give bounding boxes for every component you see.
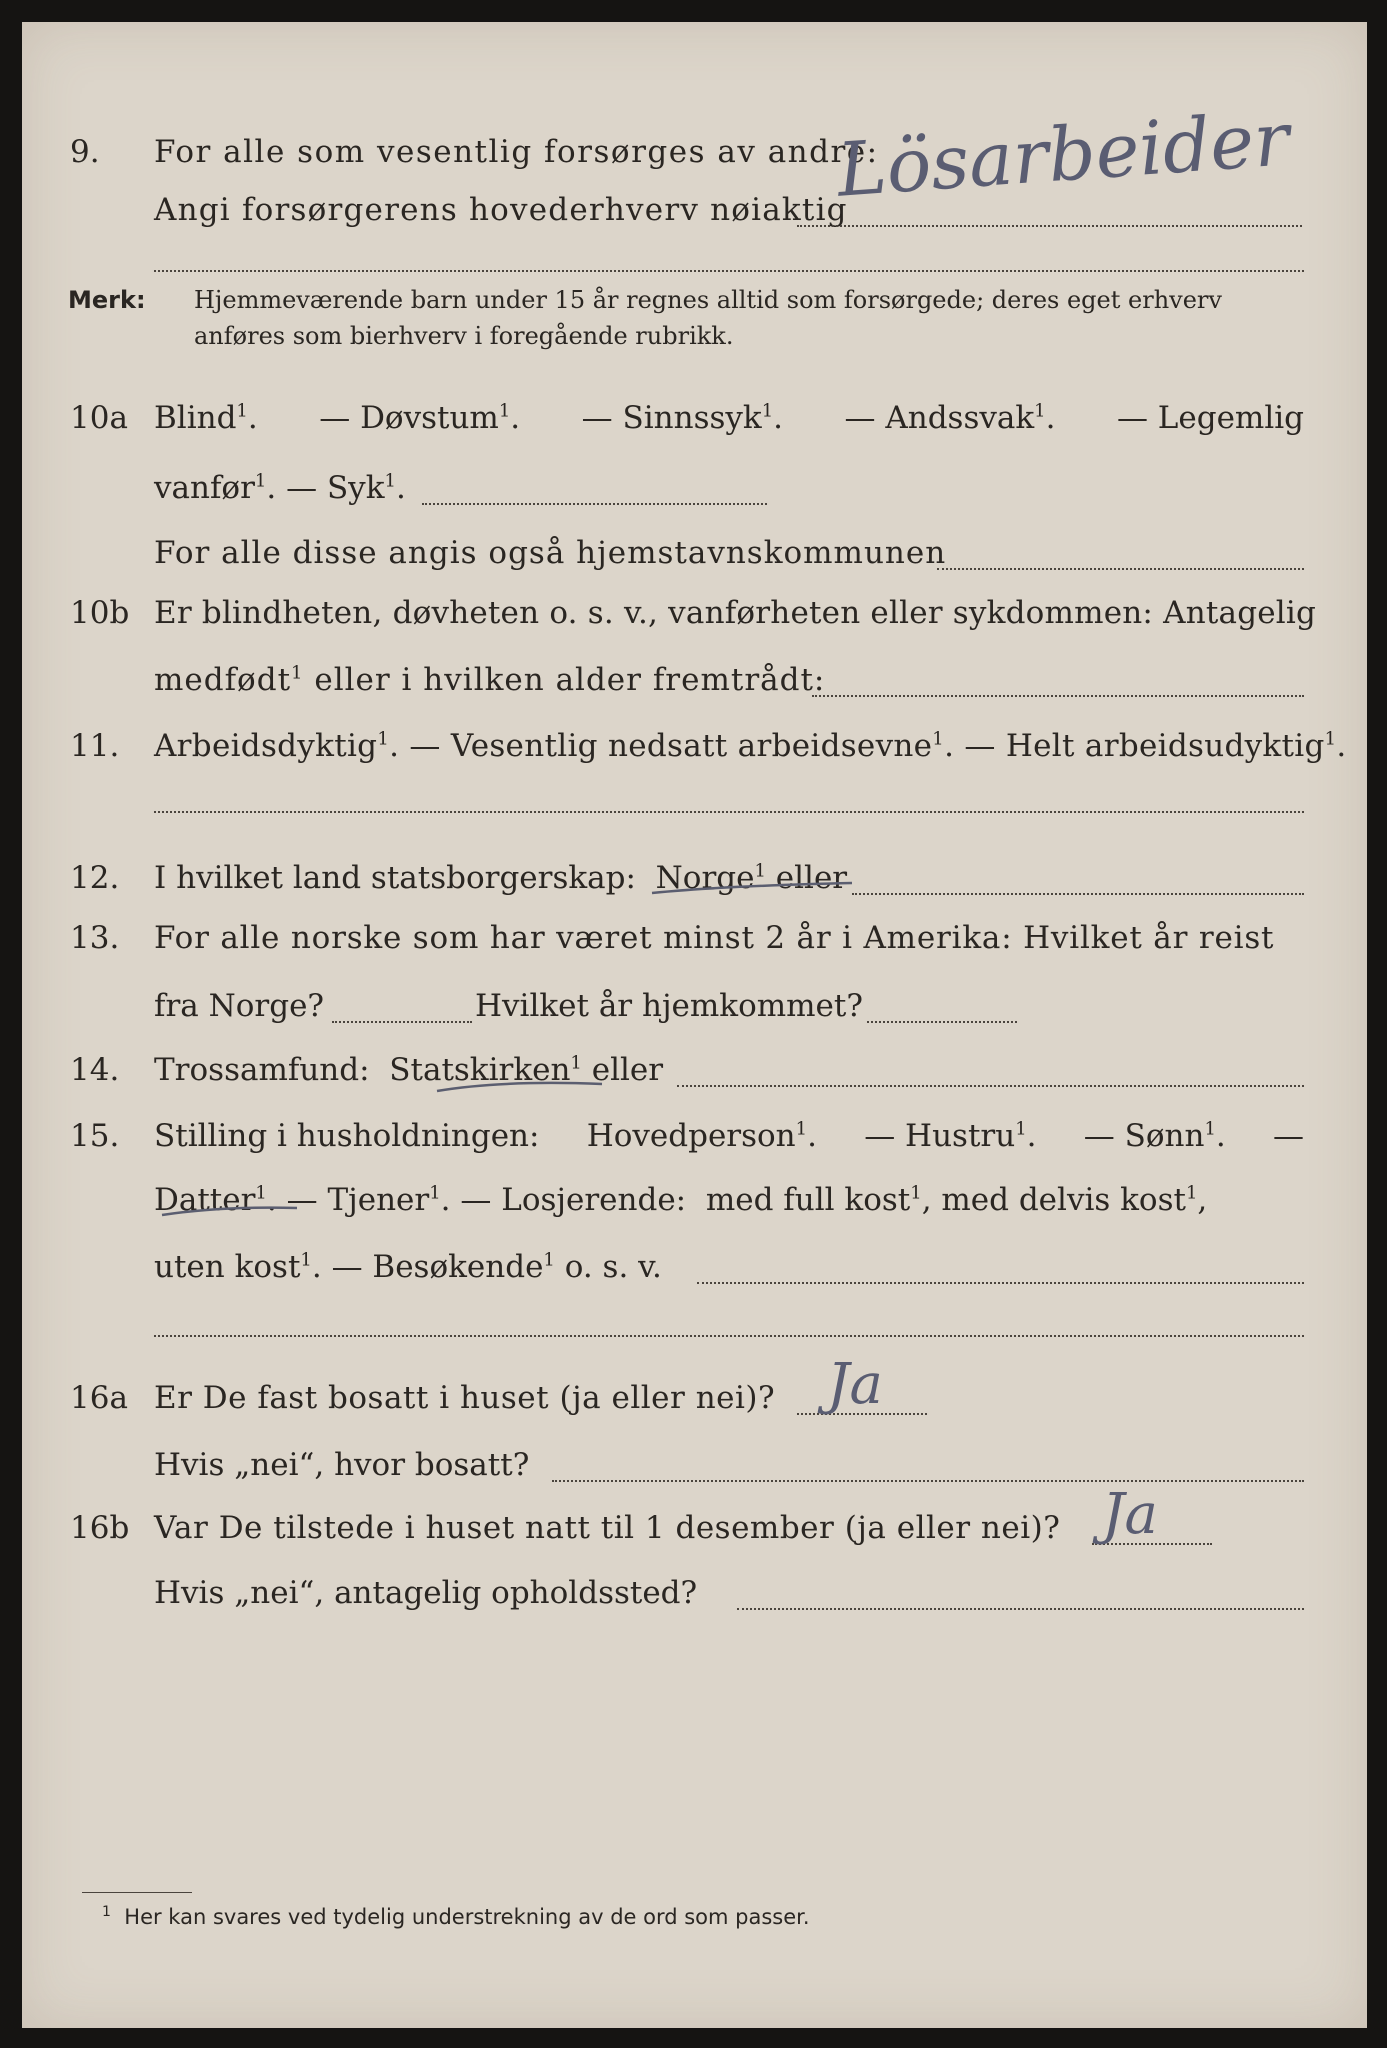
footnote-rule	[82, 1892, 192, 1893]
q16a-text-2: Hvis „nei“, hvor bosatt?	[154, 1447, 530, 1483]
q11-options: Arbeidsdyktig$^1$. — Vesentlig nedsatt arbeidsevne$^1$. — Helt arbeidsudyktig$^1$.	[154, 728, 1347, 764]
q13-number: 13.	[70, 920, 120, 956]
q10b-number: 10b	[70, 595, 130, 631]
q10a-number: 10a	[70, 400, 128, 436]
opt-syk: — Syk	[286, 470, 385, 506]
q15-options-3: uten kost$^1$. — Besøkende$^1$ o. s. v.	[154, 1249, 662, 1285]
census-form-page	[22, 22, 1367, 2028]
q10a-text-2: vanfør$^1$. — Syk$^1$.	[154, 470, 406, 506]
underline-statskirken	[437, 1083, 602, 1091]
q14-number: 14.	[70, 1052, 120, 1088]
underline-norge	[652, 883, 852, 893]
q16a-number: 16a	[70, 1380, 128, 1416]
opt-hovedperson: Hovedperson$^1$.	[586, 1118, 817, 1154]
q16a-handwritten-answer: Ja	[827, 1352, 883, 1417]
q13-text-2b: Hvilket år hjemkommet?	[475, 988, 863, 1024]
opt-blind: Blind$^1$.	[154, 400, 258, 436]
q16b-handwritten-answer: Ja	[1102, 1482, 1158, 1547]
q16b-text-2: Hvis „nei“, antagelig opholdssted?	[154, 1575, 698, 1611]
opt-statskirken: Statskirken	[389, 1052, 571, 1088]
footnote: $^1$ Her kan svares ved tydelig understrekning av de ord som passer.	[102, 1904, 810, 1929]
q14-text: Trossamfund: Statskirken$^1$ eller	[154, 1052, 664, 1088]
q12-number: 12.	[70, 860, 120, 896]
opt-datter: Datter	[154, 1182, 256, 1218]
merk-label: Merk:	[68, 286, 146, 314]
opt-norge: Norge	[655, 860, 755, 896]
merk-text: Hjemmeværende barn under 15 år regnes alltid som forsørgede; deres eget erhverv anføres som bierhverv i foregående rubrikk.	[194, 286, 1222, 350]
underline-datter	[162, 1208, 297, 1215]
opt-dovstum: — Døvstum$^1$.	[319, 400, 521, 436]
q10a-text-3: For alle disse angis også hjemstavnskommunen	[154, 535, 947, 571]
opt-legemlig: — Legemlig	[1116, 400, 1304, 436]
q11-number: 11.	[70, 728, 120, 764]
q16b-number: 16b	[70, 1510, 130, 1546]
q16b-text-1: Var De tilstede i huset natt til 1 desember (ja eller nei)?	[154, 1510, 1061, 1546]
q9-text-1: For alle som vesentlig forsørges av andre:	[154, 134, 879, 170]
opt-sinnssyk: — Sinnssyk$^1$.	[581, 400, 784, 436]
q15-options-1: Stilling i husholdningen: Hovedperson$^1$. — Hustru$^1$. — Sønn$^1$. —	[154, 1113, 1304, 1159]
q9-text-2: Angi forsørgerens hovederhverv nøiaktig	[154, 192, 848, 228]
opt-vanfor: vanfør	[154, 470, 255, 506]
q15-number: 15.	[70, 1118, 120, 1154]
q16a-text-1: Er De fast bosatt i huset (ja eller nei)?	[154, 1380, 776, 1416]
q15-options-2: Datter$^1$. — Tjener$^1$. — Losjerende: med full kost$^1$, med delvis kost$^1$,	[154, 1182, 1208, 1218]
q10b-text-1: Er blindheten, døvheten o. s. v., vanførheten eller sykdommen: Antagelig	[154, 595, 1317, 631]
q9-handwritten-answer: Lösarbeider	[834, 96, 1292, 214]
q13-text-1: For alle norske som har været minst 2 år i Amerika: Hvilket år reist	[154, 920, 1275, 956]
q10b-text-2: medfødt$^1$ eller i hvilken alder fremtrådt:	[154, 662, 826, 698]
opt-sonn: — Sønn$^1$.	[1083, 1118, 1226, 1154]
q13-text-2a: fra Norge?	[154, 988, 325, 1024]
q9-number: 9.	[70, 134, 100, 170]
opt-hustru: — Hustru$^1$.	[864, 1118, 1037, 1154]
opt-andssvak: — Andssvak$^1$.	[844, 400, 1056, 436]
q12-text: I hvilket land statsborgerskap: Norge$^1$ eller	[154, 860, 848, 896]
handwritten-underlines	[22, 22, 1367, 2028]
